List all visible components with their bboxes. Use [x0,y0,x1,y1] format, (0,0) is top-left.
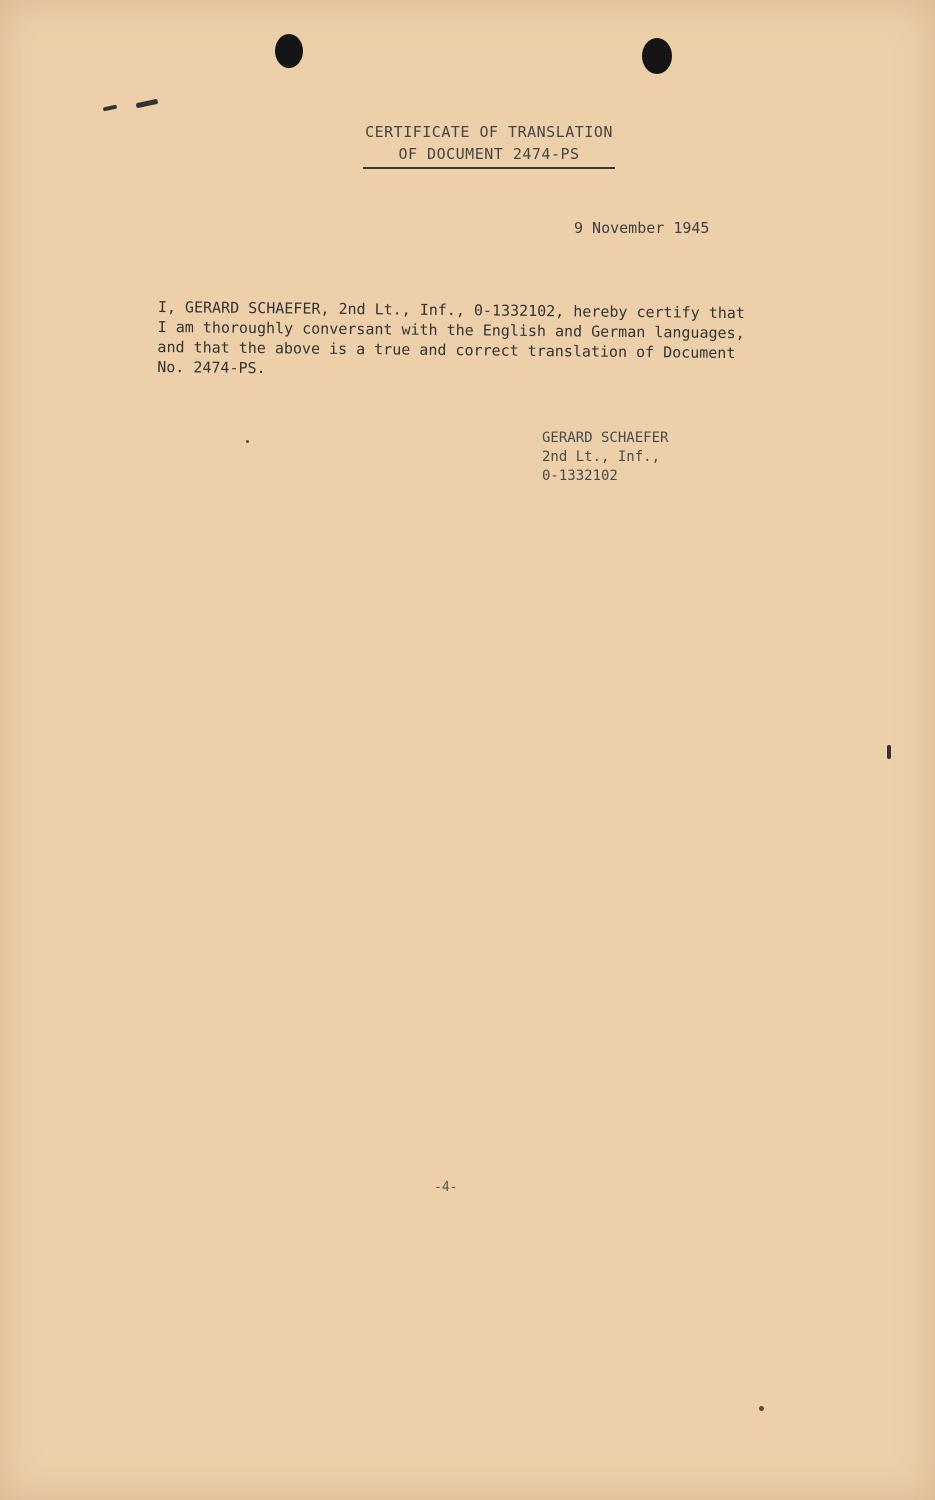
ink-mark [103,105,118,112]
document-title [363,121,615,169]
body-line: I am thoroughly conversant with the English and German languages, [157,317,745,343]
punch-hole [642,38,672,74]
page-number: -4- [434,1180,458,1195]
signature-block [542,429,668,486]
signature-rank: 2nd Lt., Inf., [542,449,661,465]
document-date: 9 November 1945 [574,219,710,237]
ink-speck [246,440,249,443]
signature-name: GERARD SCHAEFER [542,430,669,446]
body-line: and that the above is a true and correct translation of Document [157,337,736,363]
certification-text [157,297,798,384]
body-line: I, GERARD SCHAEFER, 2nd Lt., Inf., 0-1332102, hereby certify that [157,297,745,323]
ink-mark [136,99,159,108]
body-line: No. 2474-PS. [157,357,266,378]
ink-speck [759,1406,764,1411]
title-line-1: CERTIFICATE OF TRANSLATION [365,123,613,141]
title-line-2: OF DOCUMENT 2474-PS [363,143,615,169]
ink-speck [887,745,891,759]
punch-hole [275,34,303,68]
signature-serial: 0-1332102 [542,468,618,484]
